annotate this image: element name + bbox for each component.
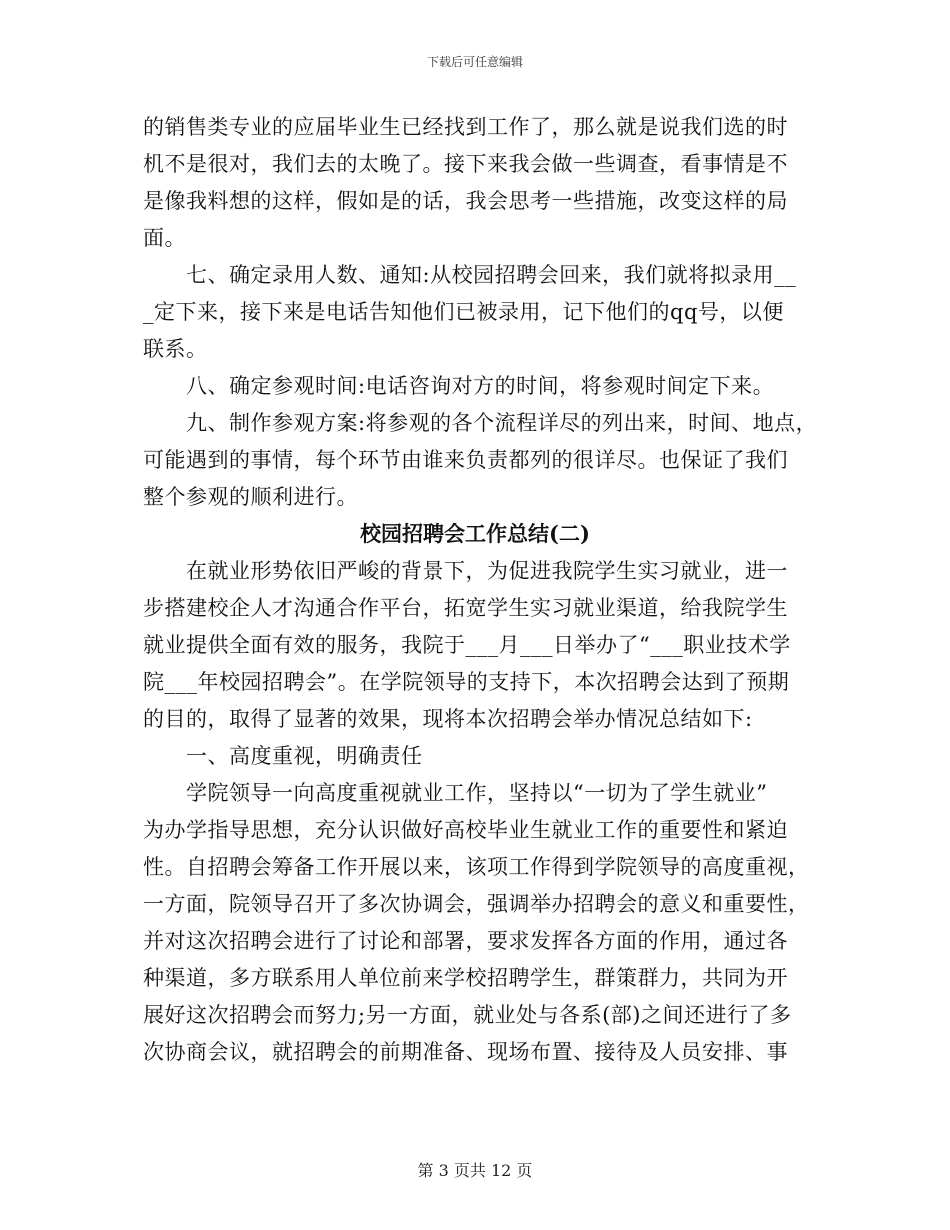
paragraph-line: 学院领导一向高度重视就业工作，坚持以“一切为了学生就业” <box>143 781 768 805</box>
paragraph-line: 整个参观的顺利进行。 <box>143 485 358 509</box>
paragraph-line: 步搭建校企人才沟通合作平台，拓宽学生实习就业渠道，给我院学生 <box>143 596 788 620</box>
paragraph-line: 联系。 <box>143 337 208 361</box>
paragraph-line: 的销售类专业的应届毕业生已经找到工作了，那么就是说我们选的时 <box>143 115 788 139</box>
paragraph-line: 面。 <box>143 226 186 250</box>
paragraph-line: 九、制作参观方案:将参观的各个流程详尽的列出来，时间、地点， <box>143 411 818 435</box>
paragraph-line: 的目的，取得了显著的效果，现将本次招聘会举办情况总结如下: <box>143 707 753 731</box>
subheading-line: 一、高度重视，明确责任 <box>143 744 423 768</box>
paragraph-line: 次协商会议，就招聘会的前期准备、现场布置、接待及人员安排、事 <box>143 1040 788 1064</box>
paragraph-line: _定下来，接下来是电话告知他们已被录用，记下他们的qq号，以便 <box>143 300 784 324</box>
paragraph-line: 八、确定参观时间:电话咨询对方的时间，将参观时间定下来。 <box>143 374 775 398</box>
page-footer-number: 第 3 页共 12 页 <box>417 1161 533 1180</box>
paragraph-line: 一方面，院领导召开了多次协调会，强调举办招聘会的意义和重要性， <box>143 892 810 916</box>
paragraph-line: 为办学指导思想，充分认识做好高校毕业生就业工作的重要性和紧迫 <box>143 818 788 842</box>
paragraph-line: 在就业形势依旧严峻的背景下，为促进我院学生实习就业，进一 <box>143 559 788 583</box>
paragraph-line: 院___年校园招聘会”。在学院领导的支持下，本次招聘会达到了预期 <box>143 670 790 694</box>
paragraph-line: 机不是很对，我们去的太晚了。接下来我会做一些调查，看事情是不 <box>143 152 788 176</box>
paragraph-line: 并对这次招聘会进行了讨论和部署，要求发挥各方面的作用，通过各 <box>143 929 788 953</box>
paragraph-line: 七、确定录用人数、通知:从校园招聘会回来，我们就将拟录用__ <box>143 263 797 287</box>
paragraph-line: 就业提供全面有效的服务，我院于___月___日举办了“___职业技术学 <box>143 633 791 657</box>
paragraph-line: 可能遇到的事情，每个环节由谁来负责都列的很详尽。也保证了我们 <box>143 448 788 472</box>
paragraph-line: 种渠道，多方联系用人单位前来学校招聘学生，群策群力，共同为开 <box>143 966 788 990</box>
paragraph-line: 是像我料想的这样，假如是的话，我会思考一些措施，改变这样的局 <box>143 189 788 213</box>
paragraph-line: 展好这次招聘会而努力;另一方面，就业处与各系(部)之间还进行了多 <box>143 1003 792 1027</box>
section-title: 校园招聘会工作总结(二) <box>360 521 590 546</box>
page-header-note: 下载后可任意编辑 <box>426 55 523 69</box>
paragraph-line: 性。自招聘会筹备工作开展以来，该项工作得到学院领导的高度重视， <box>143 855 810 879</box>
